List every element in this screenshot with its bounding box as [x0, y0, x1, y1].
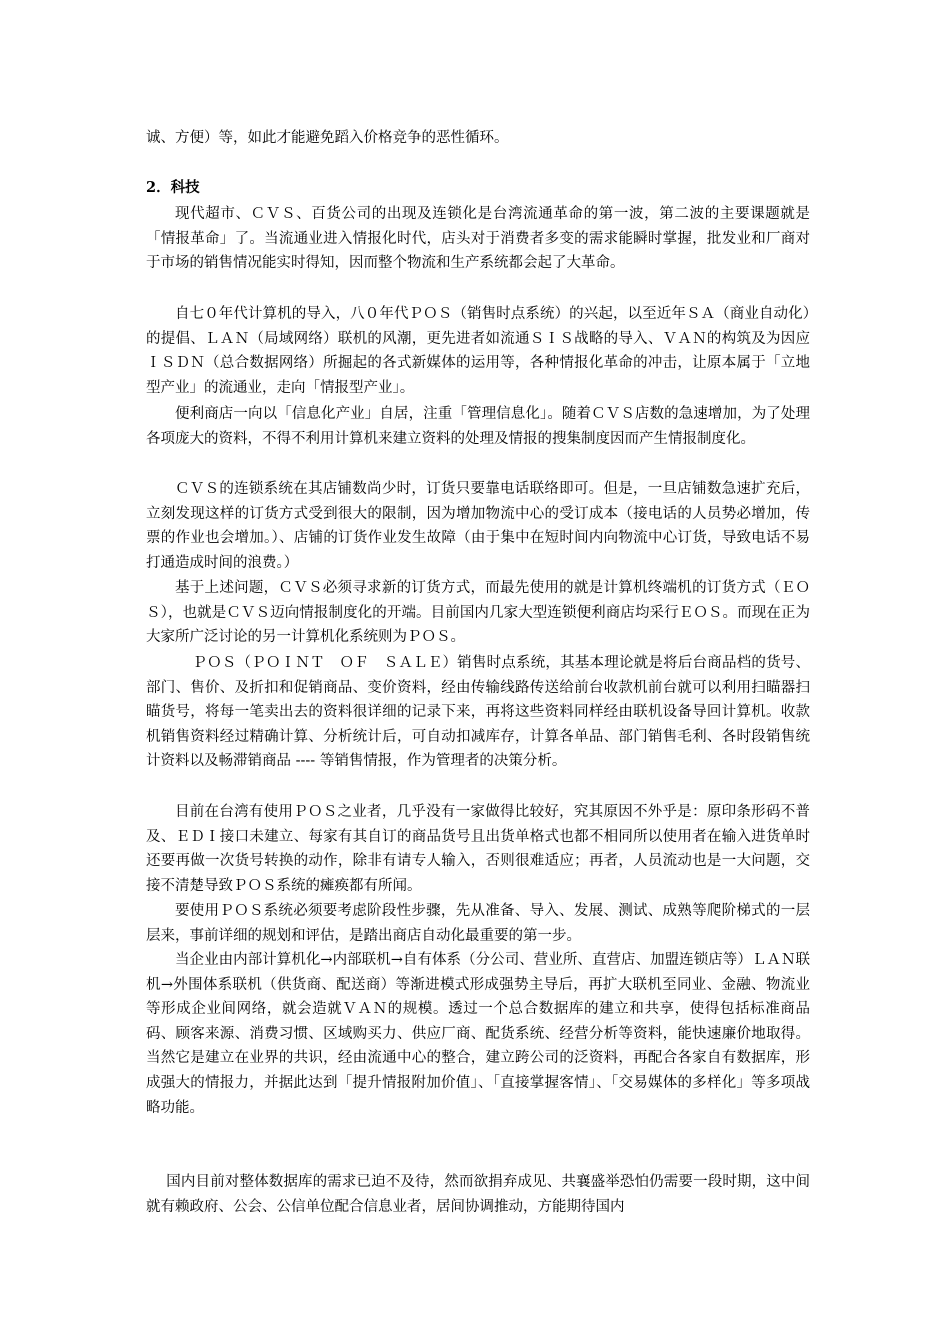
closing-paragraph: 国内目前对整体数据库的需求已迫不及待，然而欲捐弃成见、共襄盛举恐怕仍需要一段时期，这中间就有赖政府、公会、公信单位配合信息业者，居间协调推动，方能期待国内 — [146, 1174, 810, 1215]
paragraph-3: 便利商店一向以「信息化产业」自居，注重「管理信息化」。随着ＣＶＳ店数的急速增加，为了处理各项庞大的资料，不得不利用计算机来建立资料的处理及情报的搜集制度因而产生情报制度化。 — [146, 406, 810, 447]
paragraph-7: 目前在台湾有使用ＰＯＳ之业者，几乎没有一家做得比较好，究其原因不外乎是：原印条形码不普及、ＥＤＩ接口未建立、每家有其自订的商品货号且出货单格式也都不相同所以使用者在输入进货单时还要再做一次货号转换的动作，除非有请专人输入，否则很难适应；再者，人员流动也是一大问题，交接不清楚导致ＰＯＳ系统的瘫痪都有所闻。 — [146, 804, 810, 894]
paragraph-5: 基于上述问题，ＣＶＳ必须寻求新的订货方式，而最先使用的就是计算机终端机的订货方式（ＥＯＳ），也就是ＣＶＳ迈向情报制度化的开端。目前国内几家大型连锁便利商店均采行ＥＯＳ。而现在正为大家所广泛讨论的另一计算机化系统则为ＰＯＳ。 — [146, 580, 810, 646]
paragraph-6: ＰＯＳ（ＰＯＩＮＴ ＯＦ ＳＡＬＥ）销售时点系统，其基本理论就是将后台商品档的货号、部门、售价、及折扣和促销商品、变价资料，经由传输线路传送给前台收款机前台就可以利用扫瞄器扫瞄货号，将每一笔卖出去的资料很详细的记录下来，再将这些资料同样经由联机设备导回计算机。收款机销售资料经过精确计算、分析统计后，可自动扣减库存，计算各单品、部门销售毛利、各时段销售统计资料以及畅滞销商品 ---- 等销售情报，作为管理者的决策分析。 — [146, 655, 810, 770]
paragraph-9: 当企业由内部计算机化→内部联机→自有体系（分公司、营业所、直营店、加盟连锁店等）ＬＡＮ联机→外围体系联机（供货商、配送商）等渐进模式形成强势主导后，再扩大联机至同业、金融、物流业等形成企业间网络，就会造就ＶＡＮ的规模。透过一个总合数据库的建立和共享，使得包括标准商品码、顾客来源、消费习惯、区域购买力、供应厂商、配货系统、经营分析等资料，能快速廉价地取得。当然它是建立在业界的共识，经由流通中心的整合，建立跨公司的泛资料，再配合各家自有数据库，形成强大的情报力，并据此达到「提升情报附加价值」、「直接掌握客情」、「交易媒体的多样化」等多项战略功能。 — [146, 952, 810, 1116]
section-heading: 2．科技 — [146, 179, 200, 196]
paragraph-4: ＣＶＳ的连锁系统在其店铺数尚少时，订货只要靠电话联络即可。但是，一旦店铺数急速扩充后，立刻发现这样的订货方式受到很大的限制，因为增加物流中心的受订成本（接电话的人员势必增加，传票的作业也会增加。）、店铺的订货作业发生故障（由于集中在短时间内向物流中心订货，导致电话不易打通造成时间的浪费。） — [146, 481, 810, 571]
intro-paragraph: 诚、方便）等，如此才能避免蹈入价格竞争的恶性循环。 — [146, 130, 509, 146]
paragraph-8: 要使用ＰＯＳ系统必须要考虑阶段性步骤，先从准备、导入、发展、测试、成熟等爬阶梯式的一层层来，事前详细的规划和评估，是踏出商店自动化最重要的第一步。 — [146, 903, 810, 944]
paragraph-1: 现代超市、ＣＶＳ、百货公司的出现及连锁化是台湾流通革命的第一波，第二波的主要课题就是「情报革命」了。当流通业进入情报化时代，店头对于消费者多变的需求能瞬时掌握，批发业和厂商对于市场的销售情况能实时得知，因而整个物流和生产系统都会起了大革命。 — [146, 206, 810, 272]
paragraph-2: 自七０年代计算机的导入，八０年代ＰＯＳ（销售时点系统）的兴起，以至近年ＳＡ（商业自动化）的提倡、ＬＡＮ（局域网络）联机的风潮，更先进者如流通ＳＩＳ战略的导入、ＶＡＮ的构筑及为因应ＩＳＤＮ（总合数据网络）所掘起的各式新媒体的运用等，各种情报化革命的冲击，让原本属于「立地型产业」的流通业，走向「情报型产业」。 — [146, 306, 810, 396]
